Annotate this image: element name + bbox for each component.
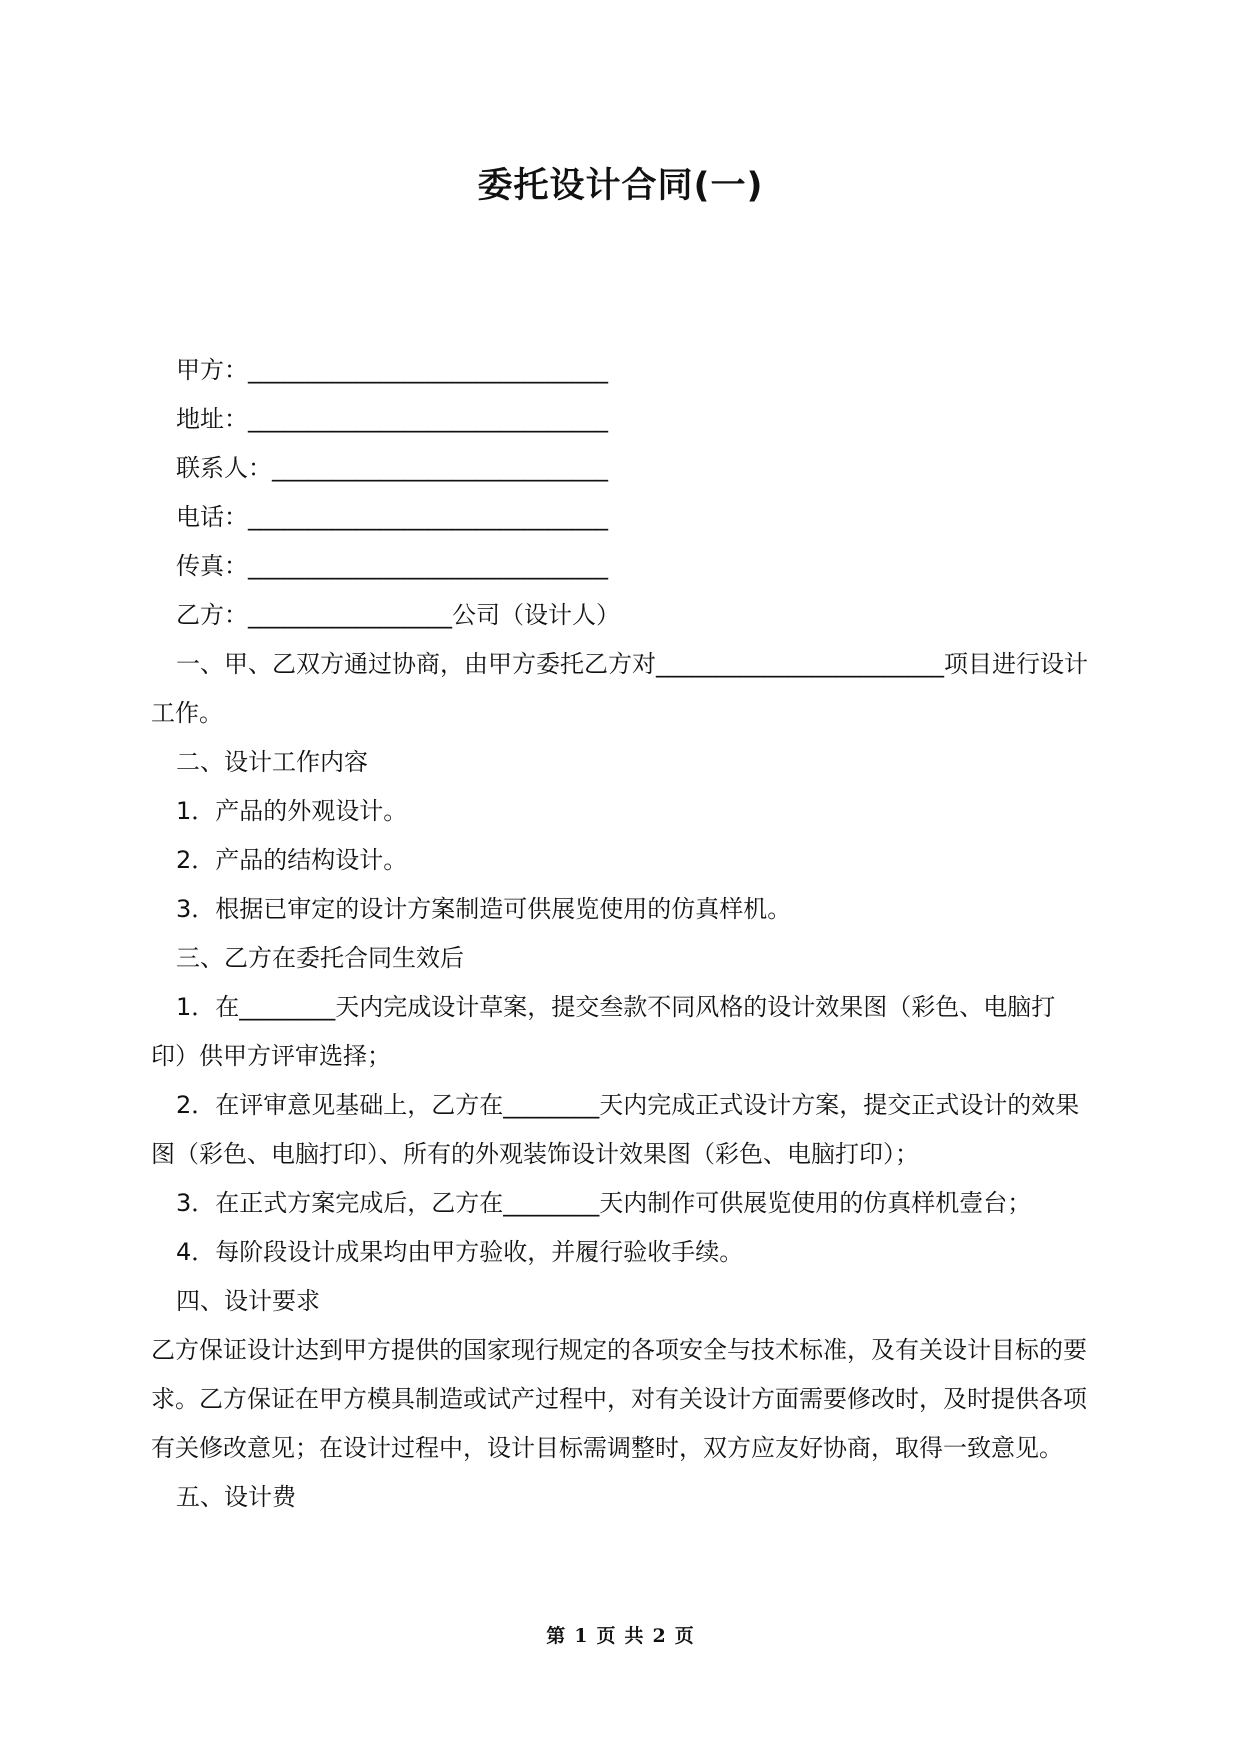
party-a-address-line: 地址：______________________________: [176, 405, 608, 433]
section-2-item-2: 2．产品的结构设计。: [176, 846, 408, 874]
party-a-fax-line: 传真：______________________________: [176, 552, 608, 580]
document-title: 委托设计合同(一): [477, 166, 764, 206]
party-a-name-line: 甲方：______________________________: [176, 356, 608, 384]
footer-page-word: 第: [546, 1625, 567, 1647]
page-footer: [0, 1621, 1241, 1648]
footer-page-unit: 页: [596, 1625, 617, 1647]
section-2-heading: 二、设计工作内容: [176, 748, 368, 776]
party-a-phone-line: 电话：______________________________: [176, 503, 608, 531]
section-1-text: 一、甲、乙双方通过协商，由甲方委托乙方对________________________项目进行设计工作。: [151, 650, 1088, 727]
footer-total-unit: 页: [674, 1625, 695, 1647]
footer-total-pages: 2: [652, 1625, 667, 1647]
section-3-item-2: 2．在评审意见基础上，乙方在________天内完成正式设计方案，提交正式设计的效果图（彩色、电脑打印）、所有的外观装饰设计效果图（彩色、电脑打印）；: [151, 1091, 1080, 1168]
document-body: [151, 346, 1089, 1522]
section-2-item-1: 1．产品的外观设计。: [176, 797, 408, 825]
section-4-heading: 四、设计要求: [176, 1287, 320, 1315]
section-3-item-3: 3．在正式方案完成后，乙方在________天内制作可供展览使用的仿真样机壹台；: [176, 1189, 1032, 1217]
section-2-item-3: 3．根据已审定的设计方案制造可供展览使用的仿真样机。: [176, 895, 792, 923]
party-a-contact-line: 联系人：____________________________: [176, 454, 608, 482]
footer-current-page: 1: [574, 1625, 589, 1647]
section-3-item-4: 4．每阶段设计成果均由甲方验收，并履行验收手续。: [176, 1238, 744, 1266]
party-b-line: 乙方：_________________公司（设计人）: [176, 601, 620, 629]
section-5-heading: 五、设计费: [176, 1483, 296, 1511]
section-3-heading: 三、乙方在委托合同生效后: [176, 944, 464, 972]
footer-total-word: 共: [624, 1625, 645, 1647]
section-4-text: 乙方保证设计达到甲方提供的国家现行规定的各项安全与技术标准，及有关设计目标的要求。乙方保证在甲方模具制造或试产过程中，对有关设计方面需要修改时，及时提供各项有关修改意见；在设计过程中，设计目标需调整时，双方应友好协商，取得一致意见。: [151, 1336, 1087, 1462]
section-3-item-1: 1．在________天内完成设计草案，提交叁款不同风格的设计效果图（彩色、电脑打印）供甲方评审选择；: [151, 993, 1056, 1070]
